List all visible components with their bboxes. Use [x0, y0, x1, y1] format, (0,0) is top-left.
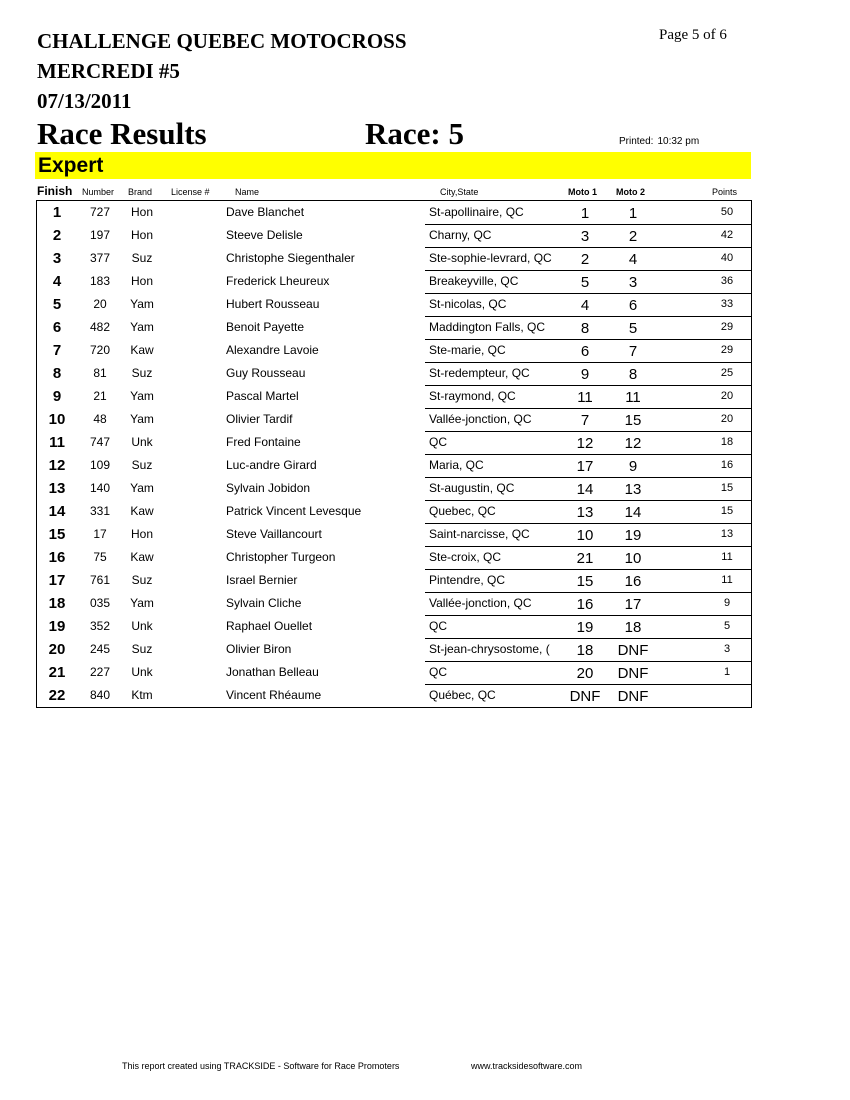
- table-row: [37, 500, 751, 523]
- moto1-cell: 17: [576, 458, 594, 475]
- points-cell: 9: [723, 597, 731, 609]
- number-cell: 331: [89, 504, 111, 518]
- city-cell: Québec, QC: [429, 688, 496, 702]
- brand-cell: Unk: [131, 665, 153, 679]
- event-subtitle: MERCREDI #5: [37, 59, 180, 83]
- brand-cell: Kaw: [130, 343, 154, 357]
- printed-time: 10:32 pm: [657, 136, 700, 147]
- finish-cell: 18: [48, 595, 66, 612]
- city-cell: Saint-narcisse, QC: [429, 527, 530, 541]
- moto1-cell: DNF: [569, 688, 601, 705]
- column-header-points: Points: [712, 187, 738, 197]
- moto1-cell: 16: [576, 596, 594, 613]
- number-cell: 183: [89, 274, 111, 288]
- city-cell: Quebec, QC: [429, 504, 496, 518]
- table-row: [37, 638, 751, 661]
- moto1-cell: 9: [580, 366, 590, 383]
- name-cell: Christophe Siegenthaler: [226, 251, 355, 265]
- class-banner: [35, 152, 751, 179]
- brand-cell: Yam: [130, 481, 154, 495]
- city-cell: Pintendre, QC: [429, 573, 506, 587]
- number-cell: 197: [89, 228, 111, 242]
- city-cell: Vallée-jonction, QC: [429, 412, 532, 426]
- moto2-cell: 11: [625, 389, 641, 406]
- finish-cell: 5: [52, 296, 62, 313]
- number-cell: 245: [89, 642, 111, 656]
- points-cell: 25: [720, 367, 734, 379]
- name-cell: Guy Rousseau: [226, 366, 306, 380]
- finish-cell: 3: [52, 250, 62, 267]
- brand-cell: Hon: [130, 274, 153, 288]
- moto1-cell: 7: [580, 412, 590, 429]
- number-cell: 840: [89, 688, 111, 702]
- table-row: [37, 569, 751, 592]
- footer-credit: This report created using TRACKSIDE - Software for Race Promoters: [122, 1061, 400, 1071]
- city-cell: Ste-sophie-levrard, QC: [429, 251, 552, 265]
- brand-cell: Yam: [130, 389, 154, 403]
- finish-cell: 14: [48, 503, 66, 520]
- table-row: [37, 661, 751, 684]
- number-cell: 727: [89, 205, 111, 219]
- city-cell: Vallée-jonction, QC: [429, 596, 532, 610]
- moto1-cell: 11: [577, 389, 593, 406]
- column-header-city: City,State: [440, 187, 479, 197]
- points-cell: 13: [720, 528, 734, 540]
- printed-label: Printed:: [619, 136, 654, 147]
- moto2-cell: 12: [624, 435, 642, 452]
- moto2-cell: 9: [628, 458, 638, 475]
- name-cell: Fred Fontaine: [226, 435, 301, 449]
- number-cell: 109: [89, 458, 111, 472]
- city-cell: St-nicolas, QC: [429, 297, 507, 311]
- name-cell: Olivier Tardif: [226, 412, 293, 426]
- city-cell: St-jean-chrysostome, (: [429, 642, 550, 656]
- moto2-cell: 15: [624, 412, 642, 429]
- points-cell: 1: [723, 666, 731, 678]
- brand-cell: Suz: [131, 251, 153, 265]
- finish-cell: 12: [48, 457, 66, 474]
- table-row: [37, 224, 751, 247]
- name-cell: Vincent Rhéaume: [226, 688, 322, 702]
- finish-cell: 7: [52, 342, 62, 359]
- table-row: [37, 477, 751, 500]
- moto1-cell: 13: [576, 504, 594, 521]
- moto2-cell: 4: [628, 251, 638, 268]
- number-cell: 747: [89, 435, 111, 449]
- finish-cell: 11: [49, 434, 65, 451]
- brand-cell: Yam: [130, 412, 154, 426]
- city-cell: Ste-marie, QC: [429, 343, 506, 357]
- brand-cell: Yam: [130, 297, 154, 311]
- name-cell: Steve Vaillancourt: [226, 527, 322, 541]
- brand-cell: Suz: [131, 366, 153, 380]
- column-header-name: Name: [235, 187, 260, 197]
- column-header-license: License #: [171, 187, 210, 197]
- table-row: [37, 293, 751, 316]
- brand-cell: Hon: [130, 228, 153, 242]
- table-row: [37, 431, 751, 454]
- moto2-cell: 8: [628, 366, 638, 383]
- name-cell: Sylvain Jobidon: [226, 481, 311, 495]
- finish-cell: 1: [52, 204, 62, 221]
- brand-cell: Yam: [130, 320, 154, 334]
- moto2-cell: 19: [624, 527, 642, 544]
- brand-cell: Suz: [131, 458, 153, 472]
- finish-cell: 21: [48, 664, 66, 681]
- moto1-cell: 2: [580, 251, 590, 268]
- name-cell: Christopher Turgeon: [226, 550, 336, 564]
- table-row: [37, 316, 751, 339]
- finish-cell: 16: [48, 549, 66, 566]
- moto2-cell: 7: [628, 343, 638, 360]
- number-cell: 482: [89, 320, 111, 334]
- points-cell: 40: [720, 252, 734, 264]
- points-cell: 29: [720, 321, 734, 333]
- moto2-cell: 13: [624, 481, 642, 498]
- moto1-cell: 14: [576, 481, 594, 498]
- finish-cell: 22: [48, 687, 66, 704]
- number-cell: 17: [93, 527, 107, 541]
- table-row: [37, 408, 751, 431]
- finish-cell: 8: [52, 365, 62, 382]
- moto1-cell: 3: [580, 228, 590, 245]
- moto2-cell: 5: [628, 320, 638, 337]
- city-cell: QC: [429, 435, 447, 449]
- points-cell: 29: [720, 344, 734, 356]
- moto1-cell: 8: [580, 320, 590, 337]
- moto2-cell: 17: [624, 596, 642, 613]
- brand-cell: Suz: [131, 573, 153, 587]
- table-row: [37, 454, 751, 477]
- printed-timestamp: [619, 136, 703, 147]
- city-cell: St-augustin, QC: [429, 481, 515, 495]
- number-cell: 035: [89, 596, 111, 610]
- brand-cell: Ktm: [131, 688, 153, 702]
- number-cell: 140: [89, 481, 111, 495]
- moto1-cell: 1: [580, 205, 590, 222]
- table-row: [37, 615, 751, 638]
- moto1-cell: 21: [576, 550, 594, 567]
- table-row: [37, 385, 751, 408]
- column-header-number: Number: [82, 187, 115, 197]
- city-cell: St-raymond, QC: [429, 389, 516, 403]
- points-cell: 50: [720, 206, 734, 218]
- points-cell: [707, 684, 747, 707]
- points-cell: 18: [720, 436, 734, 448]
- moto1-cell: 10: [576, 527, 594, 544]
- table-row: [37, 546, 751, 569]
- page-number: Page 5 of 6: [659, 27, 727, 43]
- moto2-cell: 2: [628, 228, 638, 245]
- name-cell: Hubert Rousseau: [226, 297, 320, 311]
- points-cell: 15: [720, 505, 734, 517]
- number-cell: 20: [93, 297, 107, 311]
- finish-cell: 4: [52, 273, 62, 290]
- points-cell: 20: [720, 390, 734, 402]
- moto2-cell: DNF: [617, 642, 649, 659]
- brand-cell: Kaw: [130, 504, 154, 518]
- finish-cell: 19: [48, 618, 66, 635]
- page-title: Race Results: [37, 116, 207, 151]
- city-cell: St-apollinaire, QC: [429, 205, 524, 219]
- finish-cell: 9: [52, 388, 62, 405]
- column-header-moto2: Moto 2: [616, 187, 645, 197]
- results-table: [36, 200, 752, 708]
- moto1-cell: 5: [580, 274, 590, 291]
- city-cell: Charny, QC: [429, 228, 492, 242]
- finish-cell: 2: [52, 227, 62, 244]
- table-row: [37, 362, 751, 385]
- event-date: 07/13/2011: [37, 89, 132, 113]
- moto2-cell: DNF: [617, 665, 649, 682]
- table-row: [37, 270, 751, 293]
- number-cell: 720: [89, 343, 111, 357]
- brand-cell: Hon: [130, 205, 153, 219]
- moto2-cell: 14: [624, 504, 642, 521]
- points-cell: 11: [721, 551, 733, 563]
- city-cell: Maddington Falls, QC: [429, 320, 546, 334]
- class-name: Expert: [38, 154, 104, 177]
- points-cell: 15: [720, 482, 734, 494]
- city-cell: St-redempteur, QC: [429, 366, 530, 380]
- finish-cell: 17: [48, 572, 66, 589]
- table-row: [37, 592, 751, 615]
- name-cell: Dave Blanchet: [226, 205, 305, 219]
- name-cell: Alexandre Lavoie: [226, 343, 319, 357]
- finish-cell: 10: [48, 411, 66, 428]
- name-cell: Frederick Lheureux: [226, 274, 330, 288]
- city-cell: Ste-croix, QC: [429, 550, 502, 564]
- moto2-cell: DNF: [617, 688, 649, 705]
- brand-cell: Kaw: [130, 550, 154, 564]
- name-cell: Jonathan Belleau: [226, 665, 319, 679]
- moto2-cell: 18: [624, 619, 642, 636]
- moto1-cell: 18: [576, 642, 594, 659]
- number-cell: 21: [93, 389, 107, 403]
- points-cell: 3: [723, 643, 731, 655]
- name-cell: Israel Bernier: [226, 573, 298, 587]
- finish-cell: 13: [48, 480, 66, 497]
- brand-cell: Suz: [131, 642, 153, 656]
- city-cell: Maria, QC: [429, 458, 484, 472]
- name-cell: Sylvain Cliche: [226, 596, 302, 610]
- moto1-cell: 4: [580, 297, 590, 314]
- column-header-brand: Brand: [128, 187, 153, 197]
- table-row: [37, 523, 751, 546]
- city-cell: QC: [429, 619, 447, 633]
- finish-cell: 6: [52, 319, 62, 336]
- points-cell: 36: [720, 275, 734, 287]
- finish-cell: 20: [48, 641, 66, 658]
- brand-cell: Unk: [131, 435, 153, 449]
- moto1-cell: 15: [576, 573, 594, 590]
- moto1-cell: 6: [580, 343, 590, 360]
- event-title: CHALLENGE QUEBEC MOTOCROSS: [37, 29, 407, 53]
- name-cell: Pascal Martel: [226, 389, 299, 403]
- moto2-cell: 16: [624, 573, 642, 590]
- number-cell: 377: [89, 251, 111, 265]
- name-cell: Luc-andre Girard: [226, 458, 317, 472]
- points-cell: 33: [720, 298, 734, 310]
- brand-cell: Yam: [130, 596, 154, 610]
- finish-cell: 15: [48, 526, 66, 543]
- number-cell: 81: [93, 366, 107, 380]
- race-number: Race: 5: [365, 116, 464, 151]
- number-cell: 75: [93, 550, 107, 564]
- points-cell: 11: [721, 574, 733, 586]
- name-cell: Raphael Ouellet: [226, 619, 313, 633]
- name-cell: Patrick Vincent Levesque: [226, 504, 362, 518]
- city-cell: QC: [429, 665, 447, 679]
- table-row: [37, 247, 751, 270]
- moto1-cell: 12: [576, 435, 594, 452]
- points-cell: 42: [720, 229, 734, 241]
- table-row: [37, 339, 751, 362]
- moto2-cell: 3: [628, 274, 638, 291]
- number-cell: 48: [93, 412, 107, 426]
- name-cell: Olivier Biron: [226, 642, 292, 656]
- city-cell: Breakeyville, QC: [429, 274, 519, 288]
- brand-cell: Unk: [131, 619, 153, 633]
- moto2-cell: 6: [628, 297, 638, 314]
- brand-cell: Hon: [130, 527, 153, 541]
- number-cell: 761: [89, 573, 111, 587]
- points-cell: 16: [720, 459, 734, 471]
- moto1-cell: 19: [576, 619, 594, 636]
- points-cell: 20: [720, 413, 734, 425]
- table-row: [37, 684, 751, 707]
- points-cell: 5: [723, 620, 731, 632]
- number-cell: 352: [89, 619, 111, 633]
- moto1-cell: 20: [576, 665, 594, 682]
- moto2-cell: 1: [628, 205, 638, 222]
- name-cell: Benoit Payette: [226, 320, 305, 334]
- table-row: [37, 201, 751, 224]
- moto2-cell: 10: [624, 550, 642, 567]
- name-cell: Steeve Delisle: [226, 228, 303, 242]
- column-header-moto1: Moto 1: [568, 187, 597, 197]
- footer-url: www.tracksidesoftware.com: [471, 1061, 583, 1071]
- number-cell: 227: [89, 665, 111, 679]
- column-header-finish: Finish: [37, 184, 73, 198]
